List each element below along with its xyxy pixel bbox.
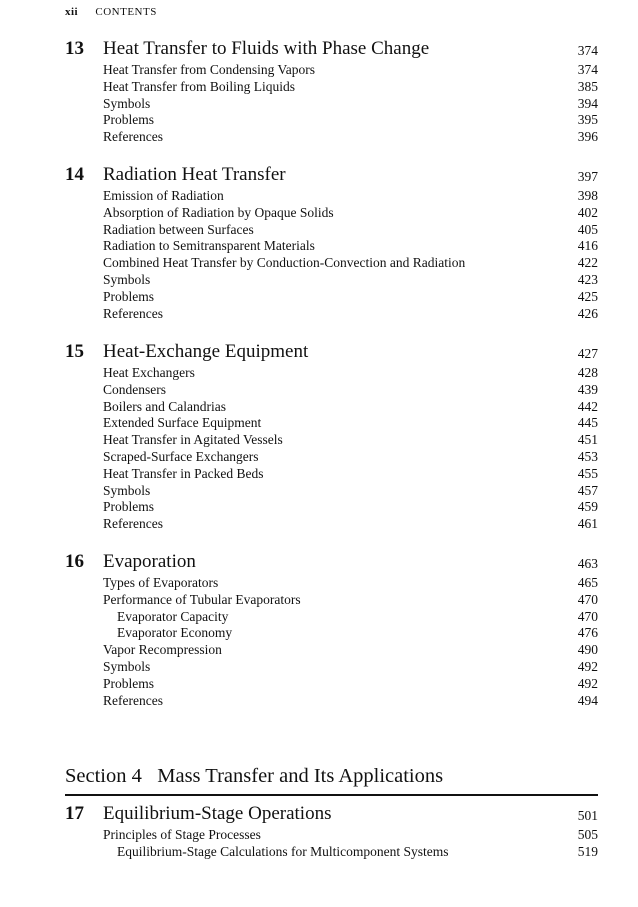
entry-title: Boilers and Calandrias	[103, 398, 226, 414]
toc-entry	[65, 79, 598, 96]
entry-title: Problems	[103, 499, 155, 515]
entry-page: 416	[577, 238, 598, 254]
entry-title: References	[103, 305, 163, 321]
chapter-number: 14	[65, 164, 84, 185]
chapter-heading	[65, 164, 598, 188]
entry-page: 402	[577, 204, 598, 220]
toc-entry	[65, 415, 598, 432]
section-rule	[65, 794, 598, 796]
chapter-page: 463	[577, 556, 598, 571]
entry-page: 405	[577, 221, 598, 237]
entry-title: Evaporator Capacity	[117, 608, 229, 624]
entry-title: Equilibrium-Stage Calculations for Multicomponent Systems	[117, 843, 449, 859]
chapter-number: 13	[65, 38, 84, 59]
chapter-heading	[65, 341, 598, 365]
chapter-15	[65, 341, 598, 533]
section-title-line	[65, 765, 598, 788]
entry-title: Types of Evaporators	[103, 575, 219, 590]
entry-title: References	[103, 692, 163, 708]
toc-subentry	[65, 609, 598, 626]
entry-page: 425	[577, 288, 598, 304]
entry-title: Combined Heat Transfer by Conduction-Convection and Radiation	[103, 255, 466, 271]
chapter-title: Heat-Exchange Equipment	[103, 341, 309, 362]
chapter-page: 374	[577, 43, 598, 58]
toc-entry	[65, 592, 598, 609]
entry-page: 476	[577, 625, 598, 641]
chapter-number: 17	[65, 803, 84, 824]
chapter-13	[65, 38, 598, 146]
chapter-number: 15	[65, 341, 84, 362]
entry-page: 395	[577, 112, 598, 128]
toc-entry	[65, 575, 598, 592]
entry-page: 442	[577, 398, 598, 414]
chapter-number: 16	[65, 551, 84, 572]
section-label: Section 4	[65, 765, 142, 787]
entry-title: Heat Transfer from Boiling Liquids	[103, 78, 295, 94]
entry-page: 439	[577, 381, 598, 397]
entry-title: Heat Transfer from Condensing Vapors	[103, 62, 315, 77]
entry-page: 453	[577, 448, 598, 464]
section-heading	[65, 765, 598, 788]
toc-entry	[65, 382, 598, 399]
entry-title: Principles of Stage Processes	[103, 827, 261, 842]
toc-entry	[65, 112, 598, 129]
entry-title: Scraped-Surface Exchangers	[103, 448, 259, 464]
entry-title: Absorption of Radiation by Opaque Solids	[103, 204, 334, 220]
entry-title: Symbols	[103, 95, 151, 111]
entry-page: 426	[577, 305, 598, 321]
entry-page: 461	[577, 516, 598, 532]
toc-entry	[65, 827, 598, 844]
toc-subentry	[65, 625, 598, 642]
entry-title: Heat Exchangers	[103, 365, 195, 380]
entry-page: 470	[577, 591, 598, 607]
toc-entry	[65, 222, 598, 239]
toc-entry	[65, 516, 598, 533]
entry-page: 422	[577, 255, 598, 271]
chapter-heading	[65, 551, 598, 575]
chapter-page: 501	[577, 808, 598, 823]
entry-title: Heat Transfer in Agitated Vessels	[103, 432, 283, 448]
toc-entry	[65, 483, 598, 500]
entry-page: 445	[577, 415, 598, 431]
toc-entry	[65, 96, 598, 113]
entry-page: 492	[577, 658, 598, 674]
entry-title: Condensers	[103, 381, 166, 397]
chapter-page: 427	[577, 346, 598, 361]
entry-page: 494	[577, 692, 598, 708]
toc-entry	[65, 693, 598, 710]
entry-title: Extended Surface Equipment	[103, 415, 262, 431]
toc-entry	[65, 676, 598, 693]
toc-entry	[65, 449, 598, 466]
entry-page: 490	[577, 642, 598, 658]
entry-title: Heat Transfer in Packed Beds	[103, 465, 264, 481]
entry-page: 519	[577, 843, 598, 859]
toc-subentry	[65, 844, 598, 861]
running-title: CONTENTS	[95, 6, 157, 18]
chapter-heading	[65, 803, 598, 827]
toc-entry	[65, 205, 598, 222]
entry-title: Problems	[103, 112, 155, 128]
toc-entry	[65, 432, 598, 449]
entry-title: Problems	[103, 288, 155, 304]
entry-title: Evaporator Economy	[117, 625, 233, 641]
entry-page: 465	[577, 575, 598, 590]
entry-page: 451	[577, 432, 598, 448]
entry-title: Symbols	[103, 658, 151, 674]
running-header	[65, 6, 157, 18]
chapter-title: Evaporation	[103, 551, 196, 572]
entry-page: 396	[577, 129, 598, 145]
chapter-heading	[65, 38, 598, 62]
entry-title: Performance of Tubular Evaporators	[103, 591, 301, 607]
entry-title: Emission of Radiation	[103, 188, 224, 203]
toc-entry	[65, 238, 598, 255]
toc-entry	[65, 289, 598, 306]
entry-title: Problems	[103, 675, 155, 691]
toc-entry	[65, 466, 598, 483]
entry-page: 455	[577, 465, 598, 481]
entry-title: References	[103, 129, 163, 145]
entry-page: 374	[577, 62, 598, 77]
chapter-title: Equilibrium-Stage Operations	[103, 803, 332, 824]
toc-entry	[65, 499, 598, 516]
entry-title: References	[103, 516, 163, 532]
toc-entry	[65, 62, 598, 79]
chapter-14	[65, 164, 598, 322]
toc-entry	[65, 129, 598, 146]
entry-page: 505	[577, 827, 598, 842]
entry-page: 385	[577, 78, 598, 94]
entry-page: 428	[577, 365, 598, 380]
entry-page: 398	[577, 188, 598, 203]
entry-page: 423	[577, 271, 598, 287]
toc-entry	[65, 272, 598, 289]
toc-entry	[65, 659, 598, 676]
toc-entry	[65, 306, 598, 323]
entry-page: 470	[577, 608, 598, 624]
entry-page: 459	[577, 499, 598, 515]
page-number: xii	[65, 6, 79, 18]
entry-title: Symbols	[103, 482, 151, 498]
toc-entry	[65, 188, 598, 205]
entry-page: 457	[577, 482, 598, 498]
toc-entry	[65, 365, 598, 382]
chapter-title: Heat Transfer to Fluids with Phase Change	[103, 38, 430, 59]
entry-page: 492	[577, 675, 598, 691]
entry-title: Radiation to Semitransparent Materials	[103, 238, 315, 254]
toc-entry	[65, 642, 598, 659]
entry-page: 394	[577, 95, 598, 111]
entry-title: Vapor Recompression	[103, 642, 222, 658]
entry-title: Radiation between Surfaces	[103, 221, 254, 237]
toc-entry	[65, 399, 598, 416]
toc-entry	[65, 255, 598, 272]
section-title: Mass Transfer and Its Applications	[157, 765, 444, 787]
chapter-17	[65, 803, 598, 861]
chapter-16	[65, 551, 598, 709]
chapter-page: 397	[577, 169, 598, 184]
entry-title: Symbols	[103, 271, 151, 287]
chapter-title: Radiation Heat Transfer	[103, 164, 286, 185]
